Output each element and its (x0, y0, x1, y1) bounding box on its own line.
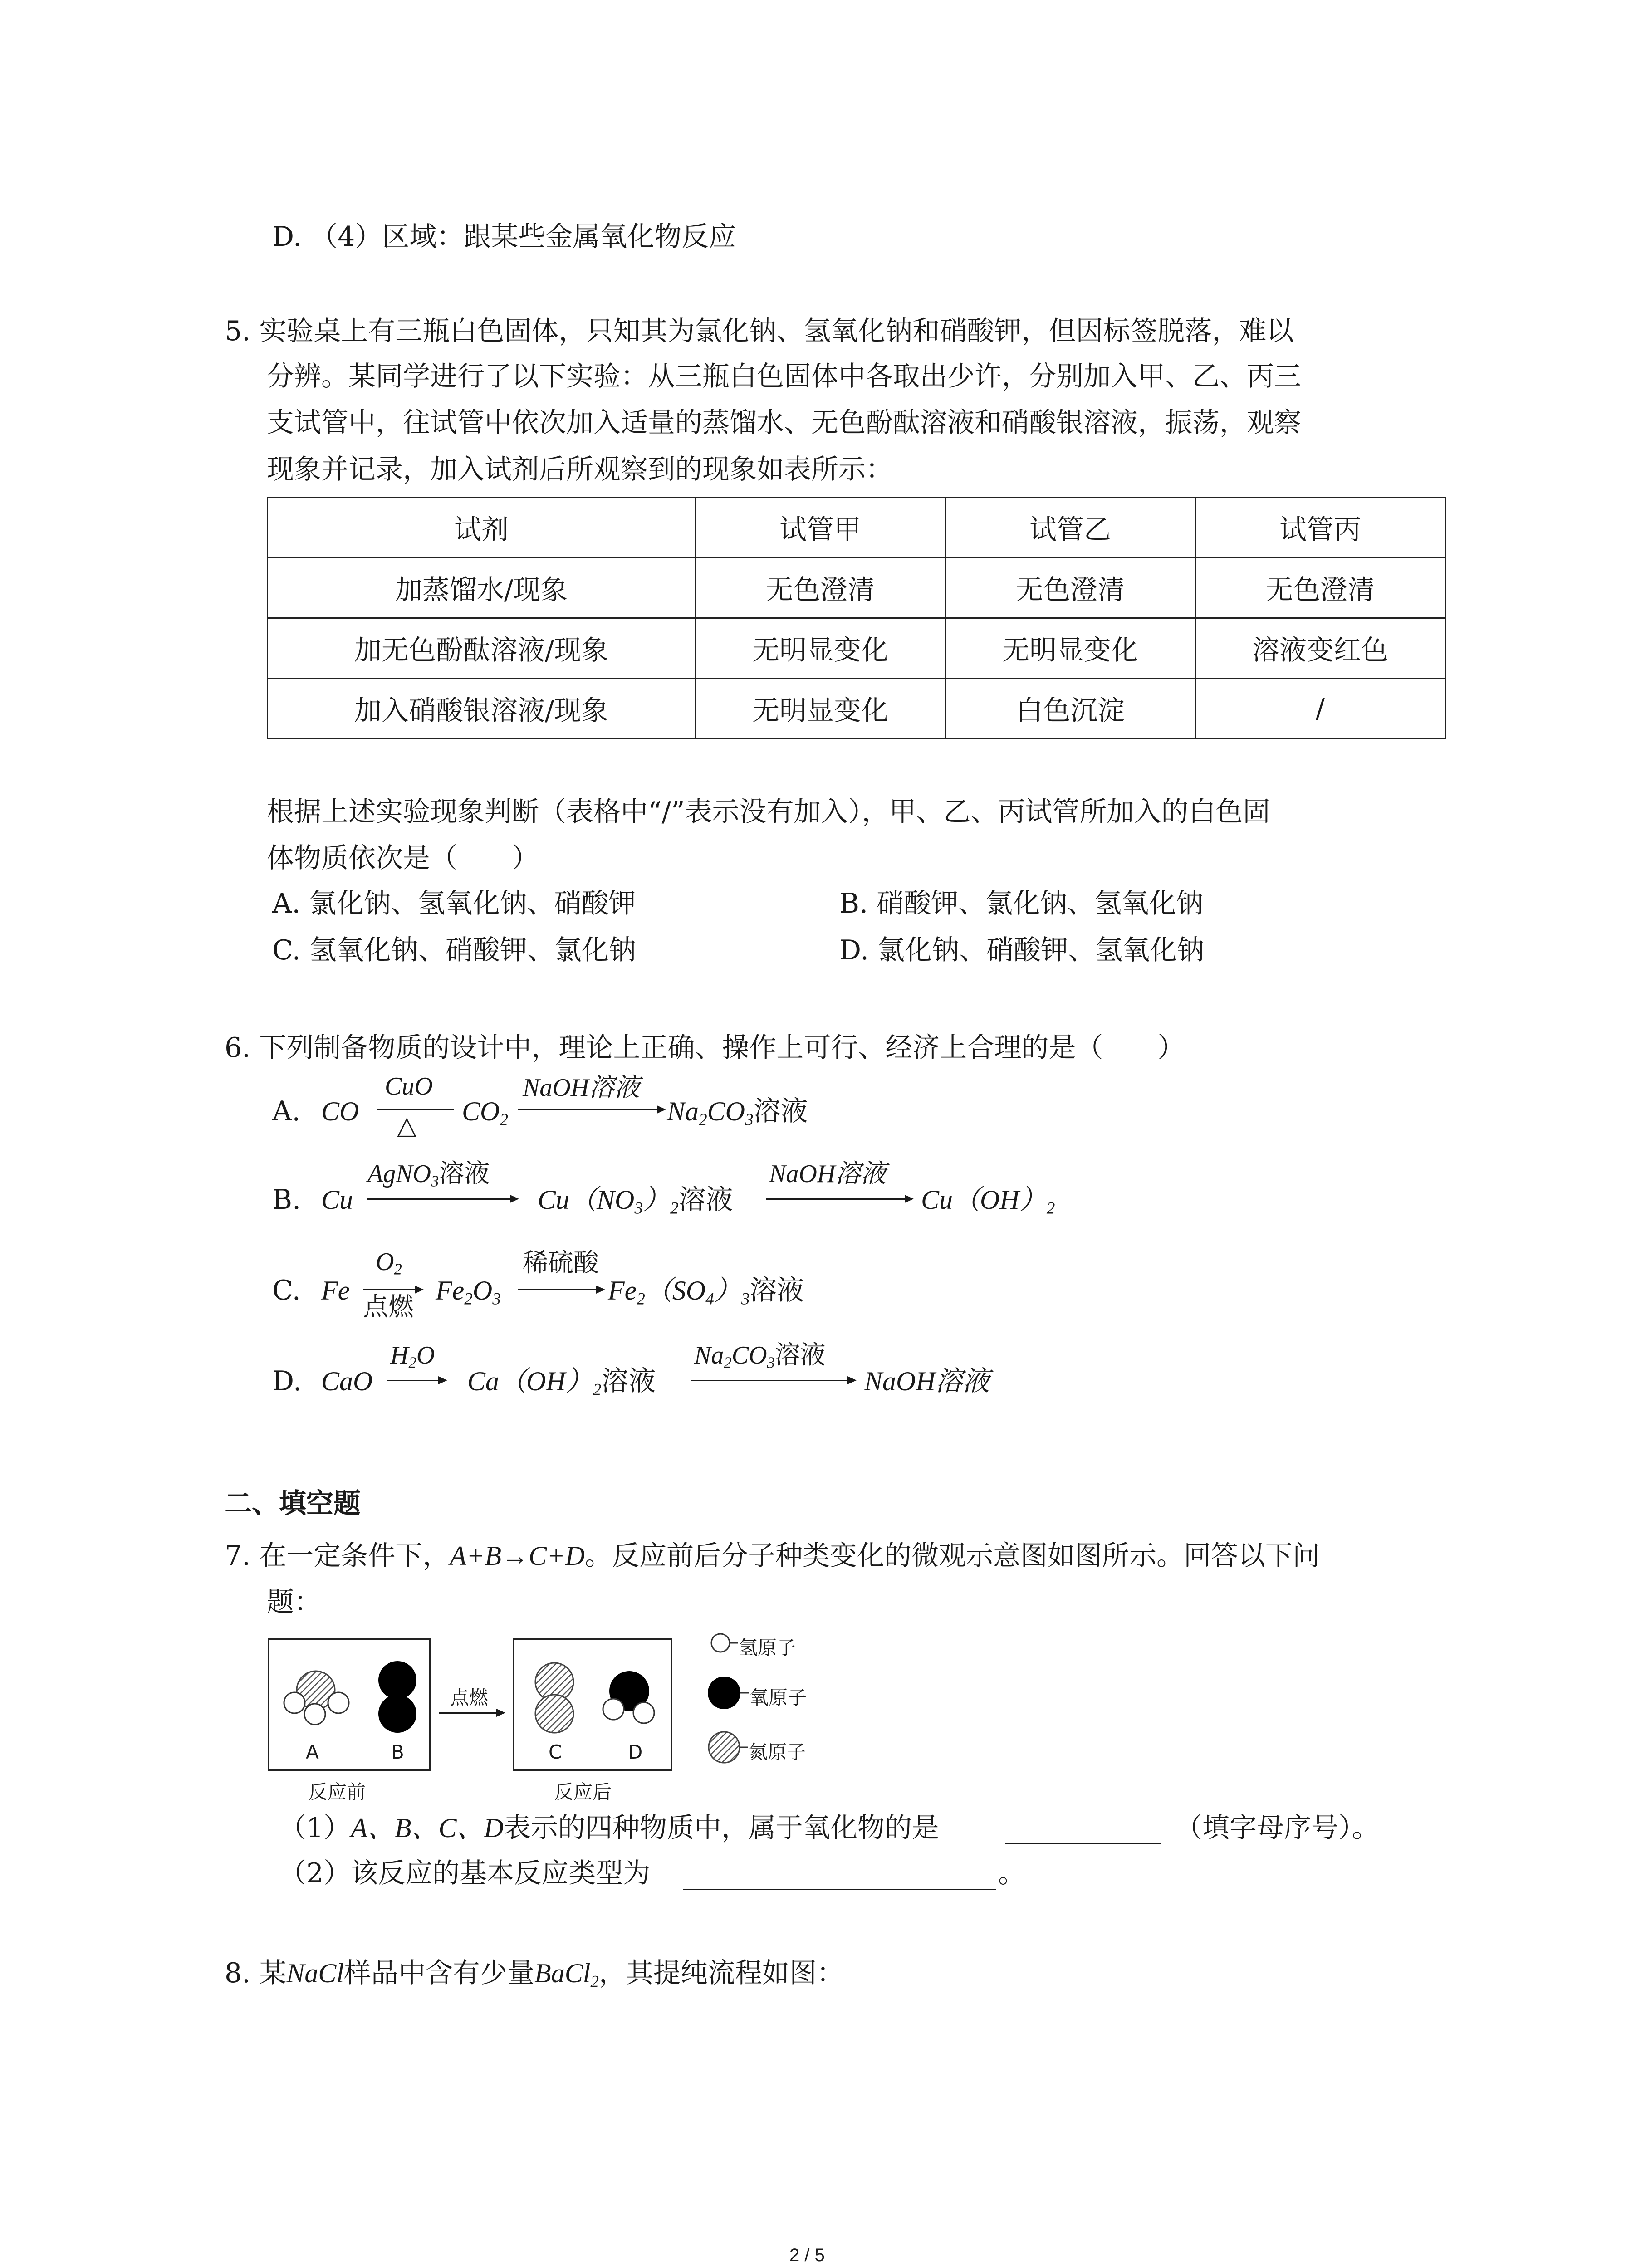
q5-stem-line-3: 支试管中，往试管中依次加入适量的蒸馏水、无色酚酞溶液和硝酸银溶液，振荡，观察 (267, 407, 1301, 439)
q7-stem-line-1: 7. 在一定条件下，A+B→C+D。反应前后分子种类变化的微观示意图如图所示。回答以下问 (225, 1540, 1320, 1572)
q6-option-b-label: B. (272, 1184, 301, 1216)
table-header-cell: 试管甲 (696, 498, 945, 558)
q5-stem-line-1: 5. 实验桌上有三瓶白色固体，只知其为氯化钠、氢氧化钠和硝酸钾，但因标签脱落，难以 (225, 315, 1294, 347)
table-cell: 溶液变红色 (1195, 618, 1445, 679)
q6-b-above-2: NaOH溶液 (769, 1160, 887, 1188)
q6-a-product-1: $CO_2$ (462, 1096, 508, 1129)
q6-b-product-2: $Cu(OH)_2$ (921, 1185, 1055, 1218)
q6-d-product-2: NaOH溶液 (864, 1366, 990, 1396)
q7-sub-2: （2）该反应的基本反应类型为 (279, 1857, 651, 1889)
q6-a-product-2: $Na_2CO_3$溶液 (667, 1095, 808, 1129)
q6-a-below-1: △ (397, 1111, 417, 1140)
before-label: 反应前 (309, 1781, 366, 1803)
q6-c-product-1: $Fe_2O_3$ (436, 1276, 501, 1309)
q6-a-reactant: CO (321, 1096, 359, 1126)
table-header-row (268, 498, 1445, 558)
table-cell: 无色澄清 (945, 558, 1195, 618)
q5-stem-line-2: 分辨。某同学进行了以下实验：从三瓶白色固体中各取出少许，分别加入甲、乙、丙三 (267, 361, 1301, 392)
q4-option-d: D. （4）区域：跟某些金属氧化物反应 (272, 221, 736, 253)
q6-stem: 6. 下列制备物质的设计中，理论上正确、操作上可行、经济上合理的是（ ） (225, 1032, 1185, 1064)
arrow-icon (518, 1109, 664, 1110)
arrow-icon (766, 1198, 912, 1200)
q6-option-a-label: A. (272, 1095, 301, 1127)
after-reaction-box (513, 1638, 672, 1771)
table-header-cell: 试管丙 (1195, 498, 1445, 558)
q6-c-product-2: $Fe_2(SO_4)_3$溶液 (608, 1275, 804, 1309)
table-cell: 加蒸馏水/现象 (268, 558, 696, 618)
table-row (268, 618, 1445, 679)
q5-stem-line-4: 现象并记录，加入试剂后所观察到的现象如表所示： (267, 454, 893, 485)
q5-observation-table (267, 497, 1446, 739)
q6-b-above-1: AgNO$_3$溶液 (367, 1159, 490, 1190)
q6-c-above-2: 稀硫酸 (523, 1248, 599, 1278)
label-b: B (391, 1741, 404, 1763)
table-cell: 加入硝酸银溶液/现象 (268, 679, 696, 739)
q6-d-product-1: $Ca(OH)_2$溶液 (467, 1365, 656, 1399)
arrow-icon (691, 1380, 855, 1381)
table-cell: 无明显变化 (945, 618, 1195, 679)
legend-oxygen: 氧原子 (749, 1686, 807, 1709)
table-header-cell: 试剂 (268, 498, 696, 558)
q6-d-above-1: $H_2O$ (390, 1341, 435, 1372)
answer-blank-1[interactable] (1005, 1843, 1161, 1844)
table-cell: / (1195, 679, 1445, 739)
q6-a-condition-bar (377, 1109, 454, 1110)
q6-c-above-1: $O_2$ (376, 1248, 402, 1278)
molecule-a-b-drawing (269, 1640, 429, 1769)
arrow-icon (363, 1289, 422, 1290)
table-header-cell: 试管乙 (945, 498, 1195, 558)
section-title: 二、填空题 (225, 1488, 361, 1520)
table-cell: 白色沉淀 (945, 679, 1195, 739)
label-c: C (549, 1741, 562, 1763)
table-cell: 无色澄清 (696, 558, 945, 618)
label-a: A (306, 1741, 319, 1763)
table-row (268, 558, 1445, 618)
q5-option-a: A. 氯化钠、氢氧化钠、硝酸钾 (272, 888, 636, 919)
q5-option-b: B. 硝酸钾、氯化钠、氢氧化钠 (839, 888, 1204, 919)
table-cell: 无明显变化 (696, 618, 945, 679)
after-label: 反应后 (554, 1781, 612, 1803)
q5-question-line-1: 根据上述实验现象判断（表格中“/”表示没有加入），甲、乙、丙试管所加入的白色固 (267, 796, 1270, 828)
legend-nitrogen: 氮原子 (749, 1741, 806, 1763)
q5-option-c: C. 氢氧化钠、硝酸钾、氯化钠 (272, 934, 636, 966)
reaction-arrow-icon (439, 1712, 504, 1714)
q7-sub-2-suffix: 。 (998, 1857, 1025, 1889)
q6-c-reactant: Fe (321, 1276, 350, 1305)
q6-d-reactant: CaO (321, 1366, 373, 1396)
page-number: 2 / 5 (789, 2245, 825, 2265)
molecule-c-d-drawing (514, 1640, 671, 1769)
legend-hydrogen: 氢原子 (739, 1637, 796, 1659)
q7-stem-line-2: 题： (267, 1586, 321, 1618)
table-cell: 无明显变化 (696, 679, 945, 739)
table-cell: 加无色酚酞溶液/现象 (268, 618, 696, 679)
before-reaction-box (268, 1638, 431, 1771)
table-cell: 无色澄清 (1195, 558, 1445, 618)
q6-a-above-2: NaOH溶液 (523, 1074, 640, 1102)
q6-d-above-2: $Na_2CO_3$溶液 (694, 1340, 826, 1372)
q6-a-above-1: CuO (385, 1072, 433, 1100)
answer-blank-2[interactable] (683, 1889, 996, 1890)
q6-option-d-label: D. (272, 1365, 302, 1397)
q7-sub-1-suffix: （填字母序号）。 (1175, 1812, 1379, 1844)
ignition-label: 点燃 (450, 1686, 489, 1709)
q7-sub-1: （1）A、B、C、D表示的四种物质中，属于氧化物的是 (279, 1812, 939, 1844)
q5-question-line-2: 体物质依次是（ ） (267, 842, 539, 874)
table-row (268, 679, 1445, 739)
arrow-icon (518, 1289, 603, 1290)
q6-c-below-1: 点燃 (363, 1292, 414, 1322)
arrow-icon (387, 1380, 446, 1381)
q6-b-reactant: Cu (321, 1185, 353, 1215)
q8-stem: 8. 某NaCl样品中含有少量BaCl$_2$，其提纯流程如图： (225, 1957, 844, 1991)
q5-option-d: D. 氯化钠、硝酸钾、氢氧化钠 (839, 934, 1205, 966)
q6-b-product-1: $Cu(NO_3)_2$溶液 (538, 1184, 733, 1218)
arrow-icon (367, 1198, 517, 1200)
q6-option-c-label: C. (272, 1275, 301, 1306)
label-d: D (628, 1741, 643, 1763)
